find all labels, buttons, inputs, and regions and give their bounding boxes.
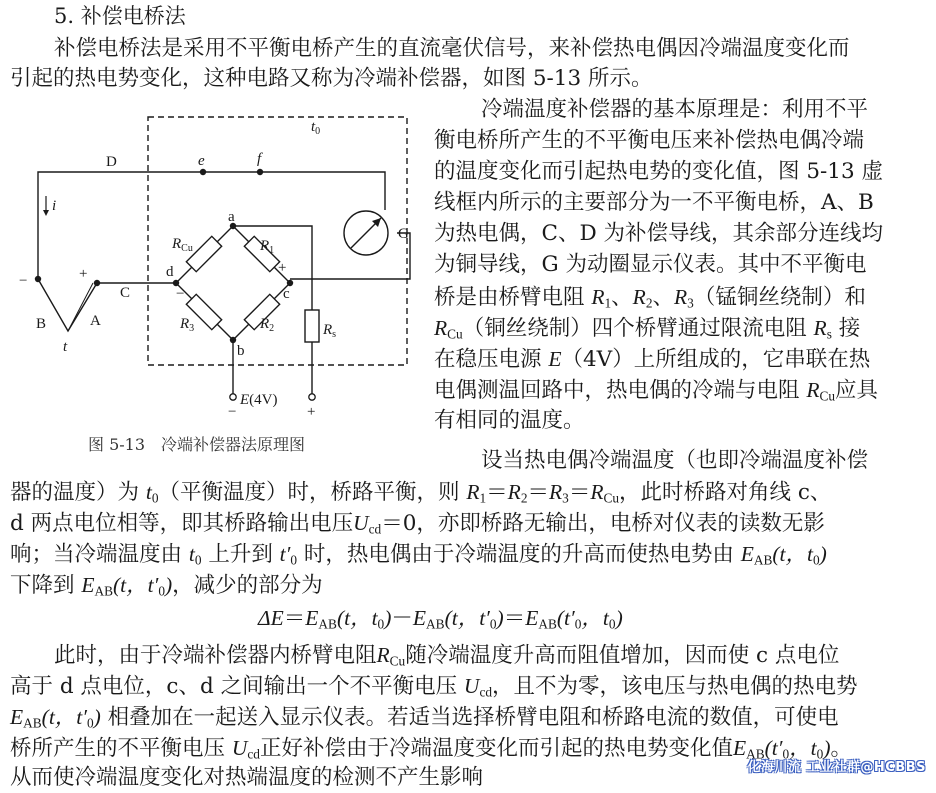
text-line: 冷端温度补偿器的基本原理是：利用不平 bbox=[481, 97, 869, 122]
svg-text:c: c bbox=[283, 286, 290, 302]
svg-text:C: C bbox=[120, 285, 131, 301]
svg-text:e: e bbox=[198, 153, 205, 169]
svg-text:−: − bbox=[228, 404, 237, 420]
circuit-diagram bbox=[0, 108, 430, 428]
svg-text:+: + bbox=[278, 260, 287, 276]
svg-text:E(4V): E(4V) bbox=[240, 392, 278, 408]
svg-text:i: i bbox=[52, 198, 57, 214]
text-line: 衡电桥所产生的不平衡电压来补偿热电偶冷端 bbox=[434, 128, 865, 153]
watermark: 化海川流 工业社群@HCBBS bbox=[747, 760, 926, 775]
svg-text:t: t bbox=[63, 339, 68, 355]
text-line: 从而使冷端温度变化对热端温度的检测不产生影响 bbox=[10, 765, 484, 790]
wire-g-top bbox=[340, 172, 385, 210]
svg-text:+: + bbox=[79, 266, 88, 282]
text-line: 的温度变化而引起热电势的变化值，图 5-13 虚 bbox=[434, 159, 883, 184]
figure-caption: 图 5-13 冷端补偿器法原理图 bbox=[88, 435, 306, 454]
node-e bbox=[200, 169, 206, 175]
svg-text:t0: $t_0$ bbox=[311, 119, 321, 137]
terminal-plus bbox=[309, 394, 315, 400]
resistor-rs bbox=[305, 310, 319, 342]
section-title: 5. 补偿电桥法 bbox=[54, 4, 186, 28]
svg-text:a: a bbox=[228, 209, 235, 225]
text-line: 此时，由于冷端补偿器内桥臂电阻$R_{Cu}$随冷端温度升高而阻值增加，因而使 c 点电位 bbox=[54, 643, 840, 669]
text-line: 有相同的温度。 bbox=[434, 408, 585, 433]
svg-text:R2: $R_2$ bbox=[260, 316, 275, 334]
svg-text:R3: $R_3$ bbox=[180, 316, 195, 334]
svg-text:+: + bbox=[307, 404, 316, 420]
node-b bbox=[230, 337, 236, 343]
svg-text:A: A bbox=[90, 313, 101, 329]
svg-text:B: B bbox=[36, 316, 47, 332]
text-line: 桥所产生的不平衡电压 $U_{cd}$正好补偿由于冷端温度变化而引起的热电势变化值$E_{AB}(t'_0$，$t_0$)。 bbox=[10, 736, 852, 762]
text-line: d 两点电位相等，即其桥路输出电压$U_{cd}=0$，亦即桥路无输出，电桥对仪表的读数无影 bbox=[10, 511, 825, 537]
text-line: 为热电偶，C、D 为补偿导线，其余部分连线均 bbox=[434, 221, 884, 246]
equation-delta-e: $\Delta E=E_{AB}(t$，$t_0)-E_{AB}(t$，$t'_0)=E_{AB}(t'_0$，$t_0$) bbox=[258, 606, 623, 632]
text-line: 下降到 $E_{AB}(t$，$t'_0$)，减少的部分为 bbox=[10, 573, 323, 599]
svg-text:R1: $R_1$ bbox=[260, 238, 275, 256]
resistor-rcu bbox=[186, 236, 221, 271]
text-line: 器的温度）为 $t_0$（平衡温度）时，桥路平衡，则 $R_1=R_2=R_3=R_{Cu}$，此时桥路对角线 c、 bbox=[10, 480, 832, 506]
svg-text:f: f bbox=[257, 151, 262, 167]
text-line: 引起的热电势变化，这种电路又称为冷端补偿器，如图 5-13 所示。 bbox=[10, 66, 653, 91]
svg-text:Rs: $R_s$ bbox=[323, 322, 337, 340]
text-line: 线框内所示的主要部分为一不平衡电桥，A、B bbox=[434, 190, 874, 215]
text-line: 响；当冷端温度由 $t_0$ 上升到 $t'_0$ 时，热电偶由于冷端温度的升高而使热电势由 $E_{AB}(t$，$t_0$) bbox=[10, 542, 827, 568]
svg-text:b: b bbox=[237, 343, 245, 359]
text-line: 桥是由桥臂电阻 $R_1$、$R_2$、$R_3$（锰铜丝绕制）和 bbox=[434, 285, 866, 311]
svg-text:D: D bbox=[106, 154, 117, 170]
text-line: 在稳压电源 E（4V）上所组成的，它串联在热 bbox=[434, 347, 871, 372]
terminal-minus bbox=[230, 394, 236, 400]
text-line: 补偿电桥法是采用不平衡电桥产生的直流毫伏信号，来补偿热电偶因冷端温度变化而 bbox=[54, 36, 850, 61]
text-line: 电偶测温回路中，热电偶的冷端与电阻 $R_{Cu}$应具 bbox=[434, 378, 879, 404]
svg-text:d: d bbox=[166, 264, 174, 280]
node-f bbox=[257, 169, 263, 175]
svg-text:RCu: $R_{Cu}$ bbox=[172, 236, 193, 254]
thermocouple bbox=[38, 279, 97, 331]
text-line: 设当热电偶冷端温度（也即冷端温度补偿 bbox=[481, 448, 869, 473]
text-line: 为铜导线，G 为动圈显示仪表。其中不平衡电 bbox=[434, 252, 867, 277]
svg-text:−: − bbox=[19, 273, 28, 289]
text-line: $R_{Cu}$（铜丝绕制）四个桥臂通过限流电阻 $R_s$ 接 bbox=[434, 316, 861, 342]
svg-text:G: G bbox=[398, 226, 409, 242]
text-line: 高于 d 点电位，c、d 之间输出一个不平衡电压 $U_{cd}$，且不为零，该电压与热电偶的热电势 bbox=[10, 674, 858, 700]
text-line: $E_{AB}(t$，$t'_0$) 相叠加在一起送入显示仪表。若适当选择桥臂电阻和桥路电流的数值，可使电 bbox=[10, 705, 839, 731]
svg-text:−: − bbox=[176, 286, 185, 302]
